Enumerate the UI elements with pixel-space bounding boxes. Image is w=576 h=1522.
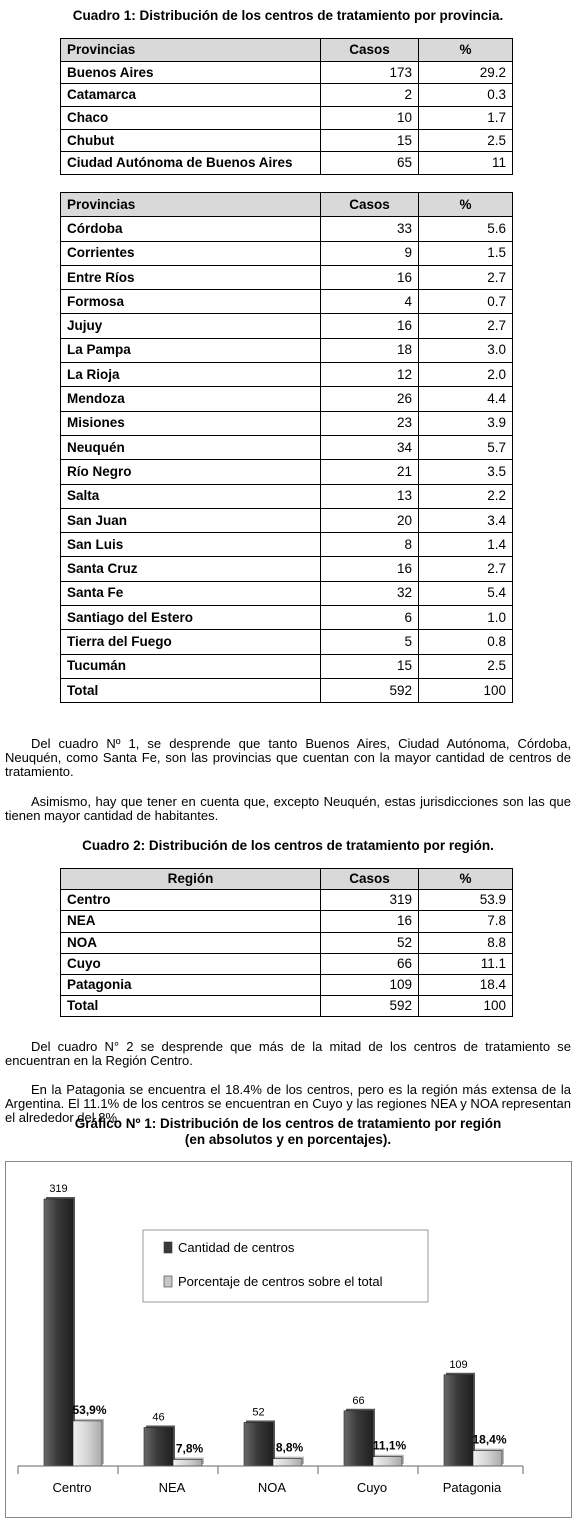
cell-casos: 20 (321, 508, 419, 532)
data-label: 319 (49, 1183, 68, 1195)
cell-porcentaje: 1.5 (419, 241, 513, 265)
table-row (61, 241, 513, 265)
cell-name: Chaco (61, 107, 321, 130)
chart-frame (5, 1161, 572, 1518)
cell-casos: 18 (321, 338, 419, 362)
table-row (61, 314, 513, 338)
paragraph-4: En la Patagonia se encuentra el 18.4% de los centros, pero es la región más extensa de la Argentina. El 11.1% de los centros se encuentran en Cuyo y las regiones NEA y NOA representan el alrededor del 8%. (5, 1082, 571, 1125)
cell-name: Corrientes (61, 241, 321, 265)
cell-porcentaje: 2.5 (419, 654, 513, 678)
cell-porcentaje: 3.4 (419, 508, 513, 532)
cell-porcentaje: 5.7 (419, 435, 513, 459)
cell-casos: 4 (321, 290, 419, 314)
table-row (61, 630, 513, 654)
data-label: 46 (152, 1411, 165, 1424)
cell-casos: 65 (321, 152, 419, 175)
header-region: Región (61, 869, 321, 890)
table-row (61, 84, 513, 107)
cell-porcentaje: 2.0 (419, 363, 513, 387)
table-row (61, 581, 513, 605)
bar-cantidad-nea (144, 1427, 173, 1466)
cell-name: Santiago del Estero (61, 606, 321, 630)
bar-chart (6, 1162, 571, 1517)
table-row (61, 557, 513, 581)
table-row (61, 387, 513, 411)
data-label: 11,1% (372, 1438, 407, 1453)
cell-casos: 12 (321, 363, 419, 387)
cell-name: Río Negro (61, 460, 321, 484)
table-row (61, 890, 513, 911)
legend-swatch (164, 1242, 172, 1253)
table-row (61, 217, 513, 241)
cell-casos: 2 (321, 84, 419, 107)
cell-casos: 173 (321, 61, 419, 84)
cell-porcentaje: 7.8 (419, 911, 513, 932)
cell-name: Formosa (61, 290, 321, 314)
cell-porcentaje: 1.4 (419, 533, 513, 557)
table-row (61, 290, 513, 314)
cell-casos: 10 (321, 107, 419, 130)
header-porcentaje: % (419, 193, 513, 217)
table-row (61, 606, 513, 630)
table-row (61, 484, 513, 508)
table-row (61, 265, 513, 289)
grafico-title-line1: Gráfico Nº 1: Distribución de los centros de tratamiento por región (74, 1116, 502, 1131)
table-row (61, 363, 513, 387)
cell-casos: 9 (321, 241, 419, 265)
cell-porcentaje: 29.2 (419, 61, 513, 84)
cell-porcentaje: 2.7 (419, 314, 513, 338)
cuadro2-table (60, 868, 513, 1017)
x-tick-label: Centro (52, 1480, 92, 1495)
legend-label: Cantidad de centros (178, 1240, 295, 1255)
table-row (61, 533, 513, 557)
cell-porcentaje: 3.0 (419, 338, 513, 362)
bar-porcentaje-patagonia (473, 1451, 502, 1466)
header-casos: Casos (321, 193, 419, 217)
cell-name: Total (61, 996, 321, 1017)
cell-casos: 15 (321, 129, 419, 152)
table-row (61, 996, 513, 1017)
cell-casos: 21 (321, 460, 419, 484)
cell-name: Córdoba (61, 217, 321, 241)
cell-name: Tucumán (61, 654, 321, 678)
cell-name: Salta (61, 484, 321, 508)
cell-porcentaje: 3.5 (419, 460, 513, 484)
cell-porcentaje: 1.0 (419, 606, 513, 630)
paragraph-2: Asimismo, hay que tener en cuenta que, excepto Neuquén, estas jurisdicciones son las que tienen mayor cantidad de habitantes. (5, 794, 571, 823)
table-row (61, 911, 513, 932)
table-row (61, 411, 513, 435)
cell-casos: 319 (321, 890, 419, 911)
cell-casos: 5 (321, 630, 419, 654)
cell-porcentaje: 18.4 (419, 974, 513, 995)
cuadro1-table-b (60, 192, 513, 703)
header-provincias: Provincias (61, 193, 321, 217)
data-label: 8,8% (275, 1440, 304, 1455)
cell-casos: 33 (321, 217, 419, 241)
cell-porcentaje: 100 (419, 996, 513, 1017)
header-provincias: Provincias (61, 39, 321, 62)
cell-name: San Juan (61, 508, 321, 532)
cell-porcentaje: 5.4 (419, 581, 513, 605)
cell-casos: 52 (321, 932, 419, 953)
data-label: 109 (449, 1358, 468, 1371)
cell-porcentaje: 1.7 (419, 107, 513, 130)
header-porcentaje: % (419, 39, 513, 62)
cell-casos: 16 (321, 911, 419, 932)
cell-casos: 6 (321, 606, 419, 630)
cell-name: Neuquén (61, 435, 321, 459)
cell-casos: 26 (321, 387, 419, 411)
cell-name: La Rioja (61, 363, 321, 387)
cell-porcentaje: 5.6 (419, 217, 513, 241)
cuadro1-table-a (60, 38, 513, 175)
cell-name: Buenos Aires (61, 61, 321, 84)
cell-porcentaje: 0.7 (419, 290, 513, 314)
cell-porcentaje: 4.4 (419, 387, 513, 411)
bar-cantidad-patagonia (444, 1375, 473, 1466)
data-label: 52 (252, 1406, 265, 1419)
cell-casos: 15 (321, 654, 419, 678)
cell-name: Cuyo (61, 953, 321, 974)
paragraph-1: Del cuadro Nº 1, se desprende que tanto Buenos Aires, Ciudad Autónoma, Córdoba, Neuquén, como Santa Fe, son las provincias que cuentan con la mayor cantidad de centros de tratamiento. (5, 736, 571, 779)
cell-porcentaje: 8.8 (419, 932, 513, 953)
cell-name: Centro (61, 890, 321, 911)
cell-name: Santa Fe (61, 581, 321, 605)
x-tick-label: Patagonia (442, 1480, 502, 1495)
cell-name: Mendoza (61, 387, 321, 411)
table-row (61, 953, 513, 974)
cell-casos: 8 (321, 533, 419, 557)
cell-name: Catamarca (61, 84, 321, 107)
cell-porcentaje: 0.3 (419, 84, 513, 107)
table-row (61, 435, 513, 459)
header-porcentaje: % (419, 869, 513, 890)
cell-casos: 109 (321, 974, 419, 995)
bar-cantidad-noa (244, 1422, 273, 1466)
cell-name: Chubut (61, 129, 321, 152)
table-row (61, 152, 513, 175)
x-tick-label: Cuyo (356, 1480, 388, 1495)
x-tick-label: NEA (158, 1480, 186, 1495)
cell-casos: 16 (321, 265, 419, 289)
cell-name: La Pampa (61, 338, 321, 362)
table-row (61, 107, 513, 130)
cell-porcentaje: 53.9 (419, 890, 513, 911)
table-row (61, 974, 513, 995)
cuadro1-title: Cuadro 1: Distribución de los centros de tratamiento por provincia. (72, 8, 504, 23)
cell-name: NEA (61, 911, 321, 932)
cuadro2-title: Cuadro 2: Distribución de los centros de tratamiento por región. (82, 838, 494, 853)
table-row (61, 678, 513, 702)
cell-porcentaje: 2.5 (419, 129, 513, 152)
cell-casos: 13 (321, 484, 419, 508)
data-label: 7,8% (175, 1441, 204, 1456)
cell-name: Jujuy (61, 314, 321, 338)
cell-casos: 23 (321, 411, 419, 435)
cell-casos: 34 (321, 435, 419, 459)
cell-casos: 16 (321, 557, 419, 581)
cell-porcentaje: 2.2 (419, 484, 513, 508)
bar-porcentaje-centro (73, 1421, 102, 1466)
paragraph-3: Del cuadro N° 2 se desprende que más de la mitad de los centros de tratamiento se encuentran en la Región Centro. (5, 1039, 571, 1068)
cell-casos: 592 (321, 678, 419, 702)
cell-porcentaje: 3.9 (419, 411, 513, 435)
legend-label: Porcentaje de centros sobre el total (178, 1274, 383, 1289)
header-casos: Casos (321, 39, 419, 62)
bar-cantidad-cuyo (344, 1411, 373, 1466)
table-row (61, 338, 513, 362)
cell-casos: 592 (321, 996, 419, 1017)
cell-name: Patagonia (61, 974, 321, 995)
data-label: 66 (352, 1394, 365, 1407)
cell-name: Tierra del Fuego (61, 630, 321, 654)
x-tick-label: NOA (257, 1480, 287, 1495)
bar-porcentaje-noa (273, 1459, 302, 1466)
bar-cantidad-centro (44, 1199, 73, 1466)
cell-name: Santa Cruz (61, 557, 321, 581)
grafico-title-line2: (en absolutos y en porcentajes). (184, 1132, 392, 1147)
table-row (61, 932, 513, 953)
cell-porcentaje: 2.7 (419, 265, 513, 289)
cell-casos: 32 (321, 581, 419, 605)
cell-name: Misiones (61, 411, 321, 435)
cell-name: Total (61, 678, 321, 702)
cell-porcentaje: 100 (419, 678, 513, 702)
data-label: 53,9% (72, 1402, 107, 1417)
table-row (61, 460, 513, 484)
cell-casos: 16 (321, 314, 419, 338)
cell-porcentaje: 0.8 (419, 630, 513, 654)
data-label: 18,4% (472, 1432, 507, 1447)
cell-name: Ciudad Autónoma de Buenos Aires (61, 152, 321, 175)
cell-casos: 66 (321, 953, 419, 974)
bar-porcentaje-cuyo (373, 1457, 402, 1466)
cell-name: San Luis (61, 533, 321, 557)
legend-swatch (164, 1276, 172, 1287)
table-row (61, 129, 513, 152)
cell-name: NOA (61, 932, 321, 953)
cell-porcentaje: 11 (419, 152, 513, 175)
cell-porcentaje: 11.1 (419, 953, 513, 974)
table-row (61, 61, 513, 84)
cell-porcentaje: 2.7 (419, 557, 513, 581)
table-row (61, 654, 513, 678)
bar-porcentaje-nea (173, 1459, 202, 1466)
header-casos: Casos (321, 869, 419, 890)
table-row (61, 508, 513, 532)
cell-name: Entre Ríos (61, 265, 321, 289)
